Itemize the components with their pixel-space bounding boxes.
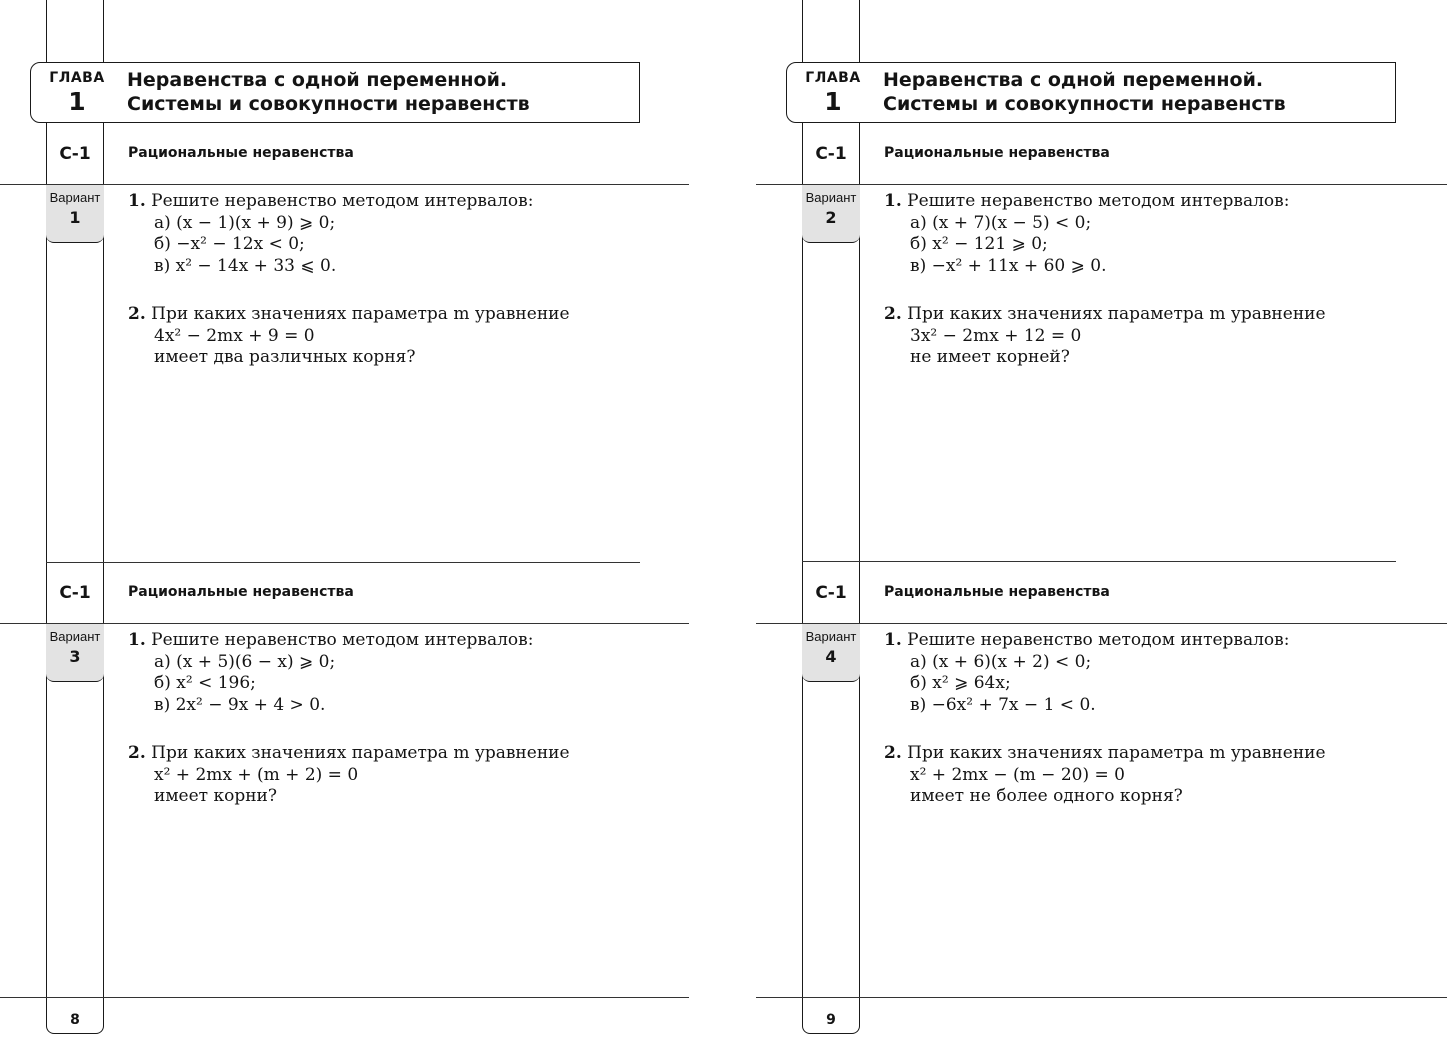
divider bbox=[756, 997, 1447, 998]
chapter-title-line2: Системы и совокупности неравенств bbox=[127, 93, 530, 115]
task-1 bbox=[128, 191, 533, 277]
chapter-header bbox=[786, 62, 1396, 123]
task-number: 2. bbox=[884, 743, 902, 763]
chapter-title-line2: Системы и совокупности неравенств bbox=[883, 93, 1286, 115]
variant-tab bbox=[46, 624, 104, 682]
task-equation: x² + 2mx + (m + 2) = 0 bbox=[154, 764, 359, 785]
task-1 bbox=[884, 630, 1289, 716]
section-code: С-1 bbox=[59, 144, 91, 164]
task-item-c: в) −6x² + 7x − 1 < 0. bbox=[910, 694, 1096, 715]
task-item-c: в) 2x² − 9x + 4 > 0. bbox=[154, 694, 326, 715]
page-number: 8 bbox=[70, 1012, 80, 1028]
chapter-title-line1: Неравенства с одной переменной. bbox=[127, 69, 508, 91]
variant-tab bbox=[802, 185, 860, 243]
variant-tab bbox=[802, 624, 860, 682]
task-question: имеет корни? bbox=[154, 786, 278, 806]
task-number: 2. bbox=[128, 304, 146, 324]
variant-number: 4 bbox=[825, 647, 837, 666]
section-header bbox=[756, 580, 1396, 606]
section-title: Рациональные неравенства bbox=[884, 145, 1110, 161]
task-2 bbox=[128, 743, 570, 808]
task-1 bbox=[884, 191, 1289, 277]
chapter-number: 1 bbox=[68, 87, 86, 116]
section-title: Рациональные неравенства bbox=[128, 584, 354, 600]
task-2 bbox=[128, 304, 570, 369]
task-number: 1. bbox=[128, 191, 146, 211]
task-2 bbox=[884, 743, 1326, 808]
section-title: Рациональные неравенства bbox=[128, 145, 354, 161]
divider bbox=[0, 997, 689, 998]
task-number: 1. bbox=[128, 630, 146, 650]
task-number: 2. bbox=[128, 743, 146, 763]
section-code: С-1 bbox=[815, 583, 847, 603]
task-text: При каких значениях параметра m уравнение bbox=[151, 743, 570, 763]
chapter-label: ГЛАВА bbox=[805, 70, 861, 86]
task-number: 1. bbox=[884, 630, 902, 650]
chapter-title bbox=[127, 68, 530, 116]
variant-tab bbox=[46, 185, 104, 243]
task-2 bbox=[884, 304, 1326, 369]
task-item-c: в) x² − 14x + 33 ⩽ 0. bbox=[154, 255, 337, 276]
section-code: С-1 bbox=[815, 144, 847, 164]
task-text: При каких значениях параметра m уравнение bbox=[907, 304, 1326, 324]
task-1 bbox=[128, 630, 533, 716]
divider bbox=[46, 562, 640, 563]
chapter-title-line1: Неравенства с одной переменной. bbox=[883, 69, 1264, 91]
chapter-label: ГЛАВА bbox=[49, 70, 105, 86]
task-item-a: а) (x − 1)(x + 9) ⩾ 0; bbox=[154, 212, 336, 233]
task-item-b: б) −x² − 12x < 0; bbox=[154, 234, 305, 254]
section-code: С-1 bbox=[59, 583, 91, 603]
task-text: Решите неравенство методом интервалов: bbox=[151, 630, 534, 650]
task-equation: 4x² − 2mx + 9 = 0 bbox=[154, 325, 315, 346]
task-number: 1. bbox=[884, 191, 902, 211]
chapter-number: 1 bbox=[824, 87, 842, 116]
task-text: При каких значениях параметра m уравнение bbox=[151, 304, 570, 324]
task-text: Решите неравенство методом интервалов: bbox=[907, 630, 1290, 650]
task-item-b: б) x² ⩾ 64x; bbox=[910, 673, 1011, 693]
section-header bbox=[0, 141, 640, 167]
section-header bbox=[756, 141, 1396, 167]
chapter-title bbox=[883, 68, 1286, 116]
page-right bbox=[756, 0, 1447, 1045]
variant-number: 1 bbox=[69, 208, 81, 227]
task-item-a: а) (x + 7)(x − 5) < 0; bbox=[910, 212, 1092, 233]
variant-number: 2 bbox=[825, 208, 837, 227]
task-text: При каких значениях параметра m уравнение bbox=[907, 743, 1326, 763]
variant-number: 3 bbox=[69, 647, 81, 666]
chapter-header bbox=[30, 62, 640, 123]
task-item-b: б) x² < 196; bbox=[154, 673, 256, 693]
task-question: имеет два различных корня? bbox=[154, 347, 416, 367]
section-header bbox=[0, 580, 640, 606]
task-text: Решите неравенство методом интервалов: bbox=[907, 191, 1290, 211]
page-left bbox=[0, 0, 700, 1045]
task-equation: x² + 2mx − (m − 20) = 0 bbox=[910, 764, 1125, 785]
divider bbox=[802, 561, 1396, 562]
task-question: не имеет корней? bbox=[910, 347, 1070, 367]
task-text: Решите неравенство методом интервалов: bbox=[151, 191, 534, 211]
variant-label: Вариант bbox=[49, 190, 101, 205]
task-equation: 3x² − 2mx + 12 = 0 bbox=[910, 325, 1082, 346]
task-item-c: в) −x² + 11x + 60 ⩾ 0. bbox=[910, 255, 1107, 276]
section-title: Рациональные неравенства bbox=[884, 584, 1110, 600]
task-item-a: а) (x + 6)(x + 2) < 0; bbox=[910, 651, 1092, 672]
variant-label: Вариант bbox=[805, 190, 857, 205]
page-number: 9 bbox=[826, 1012, 836, 1028]
task-question: имеет не более одного корня? bbox=[910, 786, 1183, 806]
task-number: 2. bbox=[884, 304, 902, 324]
task-item-a: а) (x + 5)(6 − x) ⩾ 0; bbox=[154, 651, 336, 672]
variant-label: Вариант bbox=[49, 629, 101, 644]
task-item-b: б) x² − 121 ⩾ 0; bbox=[910, 234, 1048, 254]
variant-label: Вариант bbox=[805, 629, 857, 644]
